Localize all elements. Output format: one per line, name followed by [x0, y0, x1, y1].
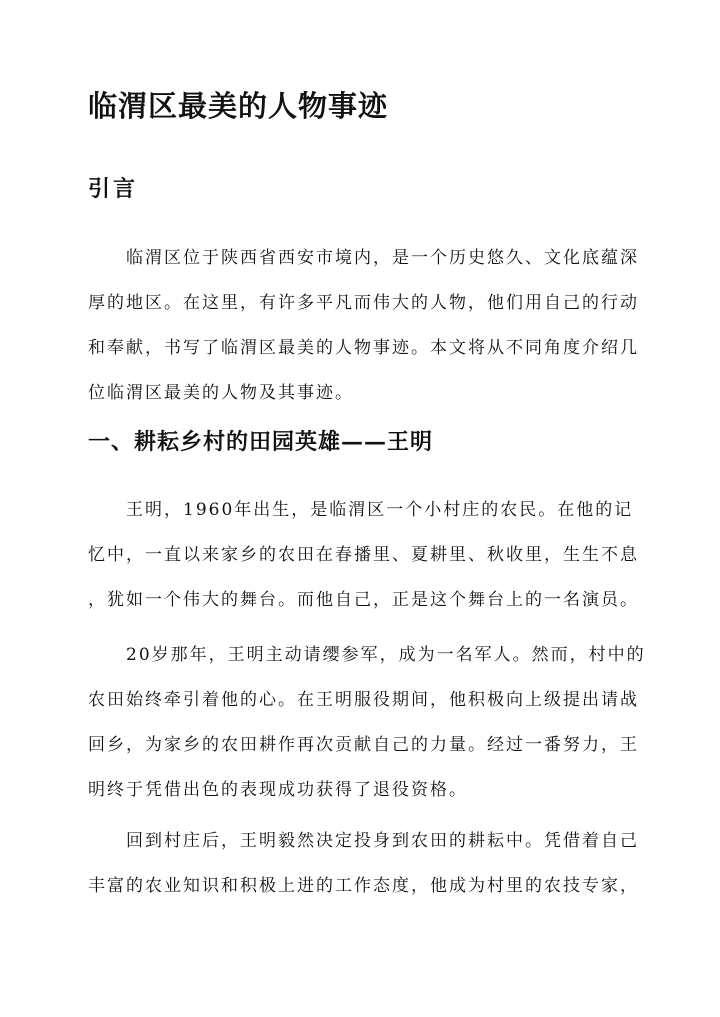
text-line: ，犹如一个伟大的舞台。而他自己，正是这个舞台上的一名演员。: [88, 590, 639, 610]
text-line: 临渭区位于陕西省西安市境内，是一个历史悠久、文化底蕴深: [88, 248, 639, 268]
text-line: 位临渭区最美的人物及其事迹。: [88, 383, 354, 403]
text-line: 明终于凭借出色的表现成功获得了退役资格。: [88, 780, 468, 800]
text-line: 忆中，一直以来家乡的农田在春播里、夏耕里、秋收里，生生不息: [88, 545, 639, 565]
document-title: 临渭区最美的人物事迹: [88, 89, 389, 123]
intro-heading: 引言: [88, 176, 139, 202]
section-paragraph: [88, 488, 639, 623]
text-line: 20岁那年，王明主动请缨参军，成为一名军人。然而，村中的: [88, 645, 646, 665]
text-line: 厚的地区。在这里，有许多平凡而伟大的人物，他们用自己的行动: [88, 293, 639, 313]
section-heading: 一、耕耘乡村的田园英雄——王明: [88, 429, 434, 455]
section-paragraph: [88, 819, 639, 909]
text-line: 王明，1960年出生，是临渭区一个小村庄的农民。在他的记: [88, 500, 634, 520]
text-line: 回到村庄后，王明毅然决定投身到农田的耕耘中。凭借着自己: [88, 831, 639, 851]
text-line: 回乡，为家乡的农田耕作再次贡献自己的力量。经过一番努力，王: [88, 735, 639, 755]
text-line: 丰富的农业知识和积极上进的工作态度，他成为村里的农技专家，: [88, 876, 639, 896]
intro-paragraph: [88, 236, 639, 416]
text-line: 农田始终牵引着他的心。在王明服役期间，他积极向上级提出请战: [88, 690, 639, 710]
text-line: 和奉献，书写了临渭区最美的人物事迹。本文将从不同角度介绍几: [88, 338, 639, 358]
section-paragraph: [88, 633, 646, 813]
